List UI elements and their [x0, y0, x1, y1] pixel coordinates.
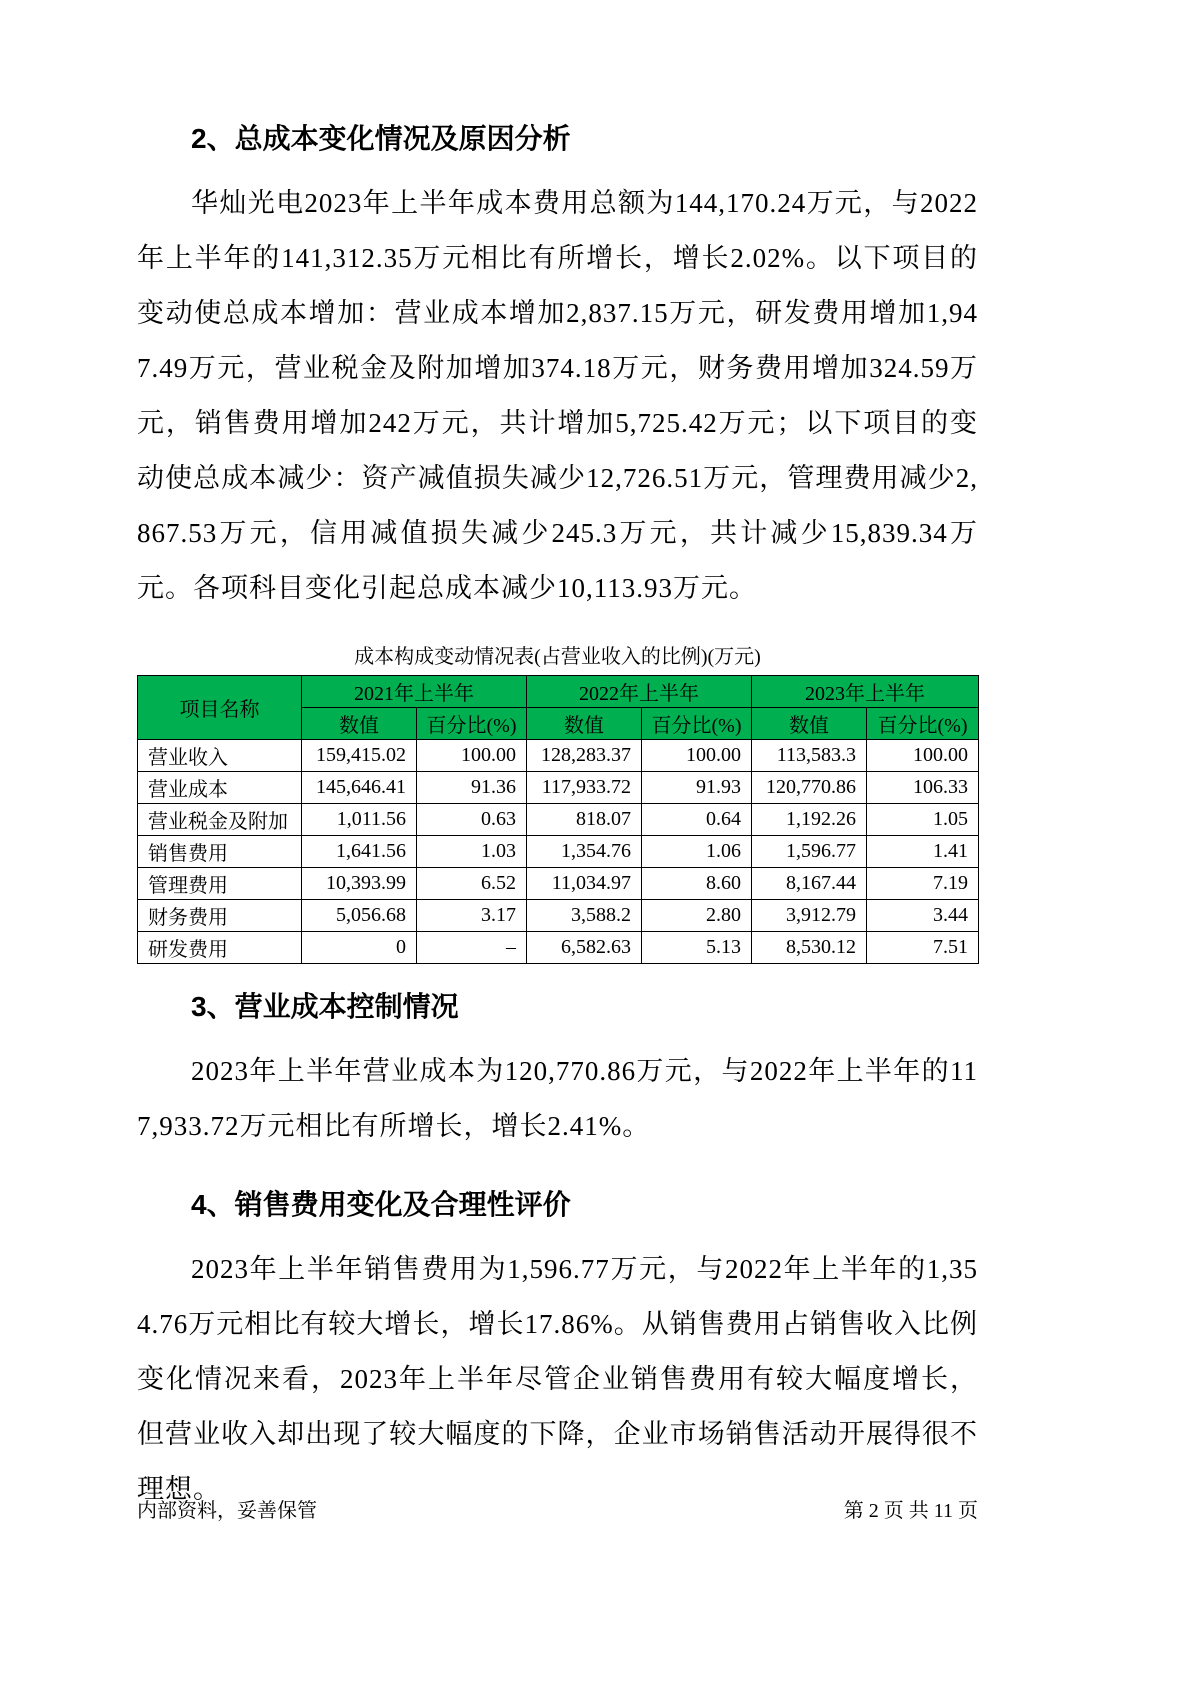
cell-percent: 3.17 [417, 900, 527, 932]
section-heading-2: 2、总成本变化情况及原因分析 [191, 123, 571, 154]
cell-percent: 1.05 [867, 804, 979, 836]
cell-percent: 100.00 [417, 740, 527, 772]
cell-percent: 91.93 [642, 772, 752, 804]
header-cell-percent-2022: 百分比(%) [642, 708, 752, 740]
table-row [138, 932, 979, 964]
cell-percent: 8.60 [642, 868, 752, 900]
cell-percent: 7.19 [867, 868, 979, 900]
header-cell-2023: 2023年上半年 [752, 676, 979, 708]
cell-percent: 100.00 [642, 740, 752, 772]
header-cell-percent-2021: 百分比(%) [417, 708, 527, 740]
cell-value: 10,393.99 [302, 868, 417, 900]
section-heading-3: 3、营业成本控制情况 [191, 991, 459, 1022]
header-cell-value-2021: 数值 [302, 708, 417, 740]
cell-percent: 100.00 [867, 740, 979, 772]
cell-value: 11,034.97 [527, 868, 642, 900]
table-caption: 成本构成变动情况表(占营业收入的比例)(万元) [354, 646, 761, 668]
cell-percent: 1.06 [642, 836, 752, 868]
page-content [137, 122, 978, 1527]
table-row [138, 804, 979, 836]
cell-percent: 1.41 [867, 836, 979, 868]
header-cell-name: 项目名称 [138, 676, 302, 740]
cell-value: 128,283.37 [527, 740, 642, 772]
cell-value: 0 [302, 932, 417, 964]
cell-value: 6,582.63 [527, 932, 642, 964]
cell-percent: 7.51 [867, 932, 979, 964]
row-label: 销售费用 [138, 836, 302, 868]
table-row [138, 900, 979, 932]
section-heading-4: 4、销售费用变化及合理性评价 [191, 1189, 571, 1220]
cell-value: 8,530.12 [752, 932, 867, 964]
cell-percent: 0.63 [417, 804, 527, 836]
spacer [137, 964, 978, 990]
cell-value: 1,596.77 [752, 836, 867, 868]
cell-percent: 5.13 [642, 932, 752, 964]
header-cell-percent-2023: 百分比(%) [867, 708, 979, 740]
cell-percent: 2.80 [642, 900, 752, 932]
cell-value: 818.07 [527, 804, 642, 836]
cell-value: 120,770.86 [752, 772, 867, 804]
header-cell-2022: 2022年上半年 [527, 676, 752, 708]
cell-value: 5,056.68 [302, 900, 417, 932]
section-2-paragraph: 华灿光电2023年上半年成本费用总额为144,170.24万元，与2022年上半年的141,312.35万元相比有所增长，增长2.02%。以下项目的变动使总成本增加：营业成本增加2,837.15万元，研发费用增加1,947.49万元，营业税金及附加增加374.18万元，财务费用增加324.59万元，销售费用增加242万元，共计增加5,725.42万元；以下项目的变动使总成本减少：资产减值损失减少12,726.51万元，管理费用减少2,867.53万元，信用减值损失减少245.3万元，共计减少15,839.34万元。各项科目变化引起总成本减少10,113.93万元。 [137, 188, 978, 603]
row-label: 财务费用 [138, 900, 302, 932]
cell-percent: 91.36 [417, 772, 527, 804]
cell-value: 117,933.72 [527, 772, 642, 804]
table-body [138, 740, 979, 964]
table-header-row-groups [138, 676, 979, 708]
cell-value: 8,167.44 [752, 868, 867, 900]
page-footer [137, 1498, 978, 1524]
cell-percent: 3.44 [867, 900, 979, 932]
cell-percent: – [417, 932, 527, 964]
cell-value: 1,641.56 [302, 836, 417, 868]
cell-value: 3,588.2 [527, 900, 642, 932]
section-4-paragraph: 2023年上半年销售费用为1,596.77万元，与2022年上半年的1,354.76万元相比有较大增长，增长17.86%。从销售费用占销售收入比例变化情况来看，2023年上半年尽管企业销售费用有较大幅度增长，但营业收入却出现了较大幅度的下降，企业市场销售活动开展得很不理想。 [137, 1254, 978, 1504]
cell-value: 3,912.79 [752, 900, 867, 932]
cell-value: 145,646.41 [302, 772, 417, 804]
cell-value: 1,192.26 [752, 804, 867, 836]
row-label: 营业收入 [138, 740, 302, 772]
header-cell-value-2022: 数值 [527, 708, 642, 740]
cell-value: 113,583.3 [752, 740, 867, 772]
cost-structure-table [137, 675, 979, 964]
footer-page-number: 第 2 页 共 11 页 [843, 1500, 978, 1522]
row-label: 管理费用 [138, 868, 302, 900]
cell-percent: 6.52 [417, 868, 527, 900]
cell-value: 159,415.02 [302, 740, 417, 772]
row-label: 研发费用 [138, 932, 302, 964]
table-row [138, 740, 979, 772]
footer-confidential-note: 内部资料，妥善保管 [137, 1500, 317, 1522]
table-header [138, 676, 979, 740]
table-row [138, 836, 979, 868]
row-label: 营业税金及附加 [138, 804, 302, 836]
cell-value: 1,354.76 [527, 836, 642, 868]
table-row [138, 868, 979, 900]
section-3-paragraph: 2023年上半年营业成本为120,770.86万元，与2022年上半年的117,933.72万元相比有所增长，增长2.41%。 [137, 1056, 978, 1141]
table-row [138, 772, 979, 804]
row-label: 营业成本 [138, 772, 302, 804]
cell-percent: 106.33 [867, 772, 979, 804]
header-cell-2021: 2021年上半年 [302, 676, 527, 708]
cell-percent: 0.64 [642, 804, 752, 836]
cell-percent: 1.03 [417, 836, 527, 868]
cell-value: 1,011.56 [302, 804, 417, 836]
header-cell-value-2023: 数值 [752, 708, 867, 740]
